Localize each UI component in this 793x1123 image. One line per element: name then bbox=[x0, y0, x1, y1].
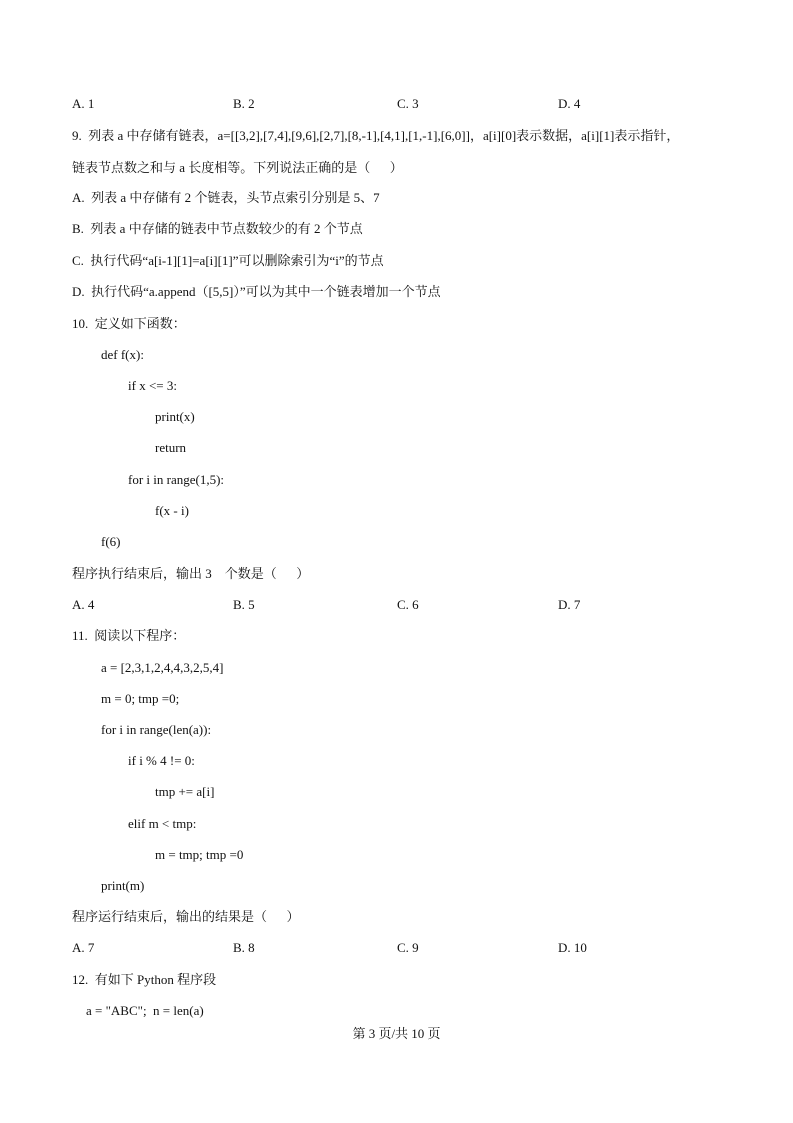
q10-question: 程序执行结束后，输出 3 个数是（ ） bbox=[72, 566, 310, 581]
q10-code-line: f(6) bbox=[101, 534, 121, 549]
q8-option-c: C. 3 bbox=[397, 96, 419, 111]
q10-option-d: D. 7 bbox=[558, 597, 581, 612]
q8-option-a: A. 1 bbox=[72, 96, 95, 111]
q9-option-c: C. 执行代码“a[i-1][1]=a[i][1]”可以删除索引为“i”的节点 bbox=[72, 253, 384, 268]
q10-code-line: def f(x): bbox=[101, 347, 144, 362]
q10-code-line: if x <= 3: bbox=[128, 378, 177, 393]
page-footer: 第 3 页/共 10 页 bbox=[352, 1026, 441, 1041]
q10-code-line: f(x - i) bbox=[155, 503, 189, 518]
q10-option-a: A. 4 bbox=[72, 597, 95, 612]
q12-stem: 12. 有如下 Python 程序段 bbox=[72, 972, 217, 987]
q11-stem: 11. 阅读以下程序： bbox=[72, 628, 186, 643]
q10-code-line: print(x) bbox=[155, 409, 195, 424]
q11-option-c: C. 9 bbox=[397, 940, 419, 955]
q11-code-line: for i in range(len(a)): bbox=[101, 722, 212, 737]
q11-question: 程序运行结束后，输出的结果是（ ） bbox=[72, 909, 300, 924]
q11-option-d: D. 10 bbox=[558, 940, 587, 955]
q11-code-line: a = [2,3,1,2,4,4,3,2,5,4] bbox=[101, 660, 224, 675]
q10-code-line: return bbox=[155, 440, 187, 455]
q11-option-a: A. 7 bbox=[72, 940, 95, 955]
q12-code-line: a = "ABC"; n = len(a) bbox=[86, 1003, 204, 1018]
q11-code-line: m = tmp; tmp =0 bbox=[155, 847, 244, 862]
q9-option-d: D. 执行代码“a.append（[5,5]）”可以为其中一个链表增加一个节点 bbox=[72, 284, 441, 299]
q11-code-line: m = 0; tmp =0; bbox=[101, 691, 180, 706]
q8-option-d: D. 4 bbox=[558, 96, 581, 111]
q10-stem: 10. 定义如下函数： bbox=[72, 316, 186, 331]
q8-option-b: B. 2 bbox=[233, 96, 255, 111]
q10-code-line: for i in range(1,5): bbox=[128, 472, 225, 487]
q11-code-line: elif m < tmp: bbox=[128, 816, 197, 831]
q10-option-c: C. 6 bbox=[397, 597, 419, 612]
q9-stem-line2: 链表节点数之和与 a 长度相等。下列说法正确的是（ ） bbox=[72, 160, 403, 175]
q11-code-line: tmp += a[i] bbox=[155, 784, 215, 799]
q11-code-line: print(m) bbox=[101, 878, 145, 893]
q11-code-line: if i % 4 != 0: bbox=[128, 753, 195, 768]
q9-stem-line1: 9. 列表 a 中存储有链表，a=[[3,2],[7,4],[9,6],[2,7],[8,-1],[4,1],[1,-1],[6,0]]，a[i][0]表示数据，a[i][1]表示指针， bbox=[72, 128, 680, 143]
q9-option-a: A. 列表 a 中存储有 2 个链表，头节点索引分别是 5、7 bbox=[72, 190, 380, 205]
q9-option-b: B. 列表 a 中存储的链表中节点数较少的有 2 个节点 bbox=[72, 221, 363, 236]
q10-option-b: B. 5 bbox=[233, 597, 255, 612]
q11-option-b: B. 8 bbox=[233, 940, 255, 955]
